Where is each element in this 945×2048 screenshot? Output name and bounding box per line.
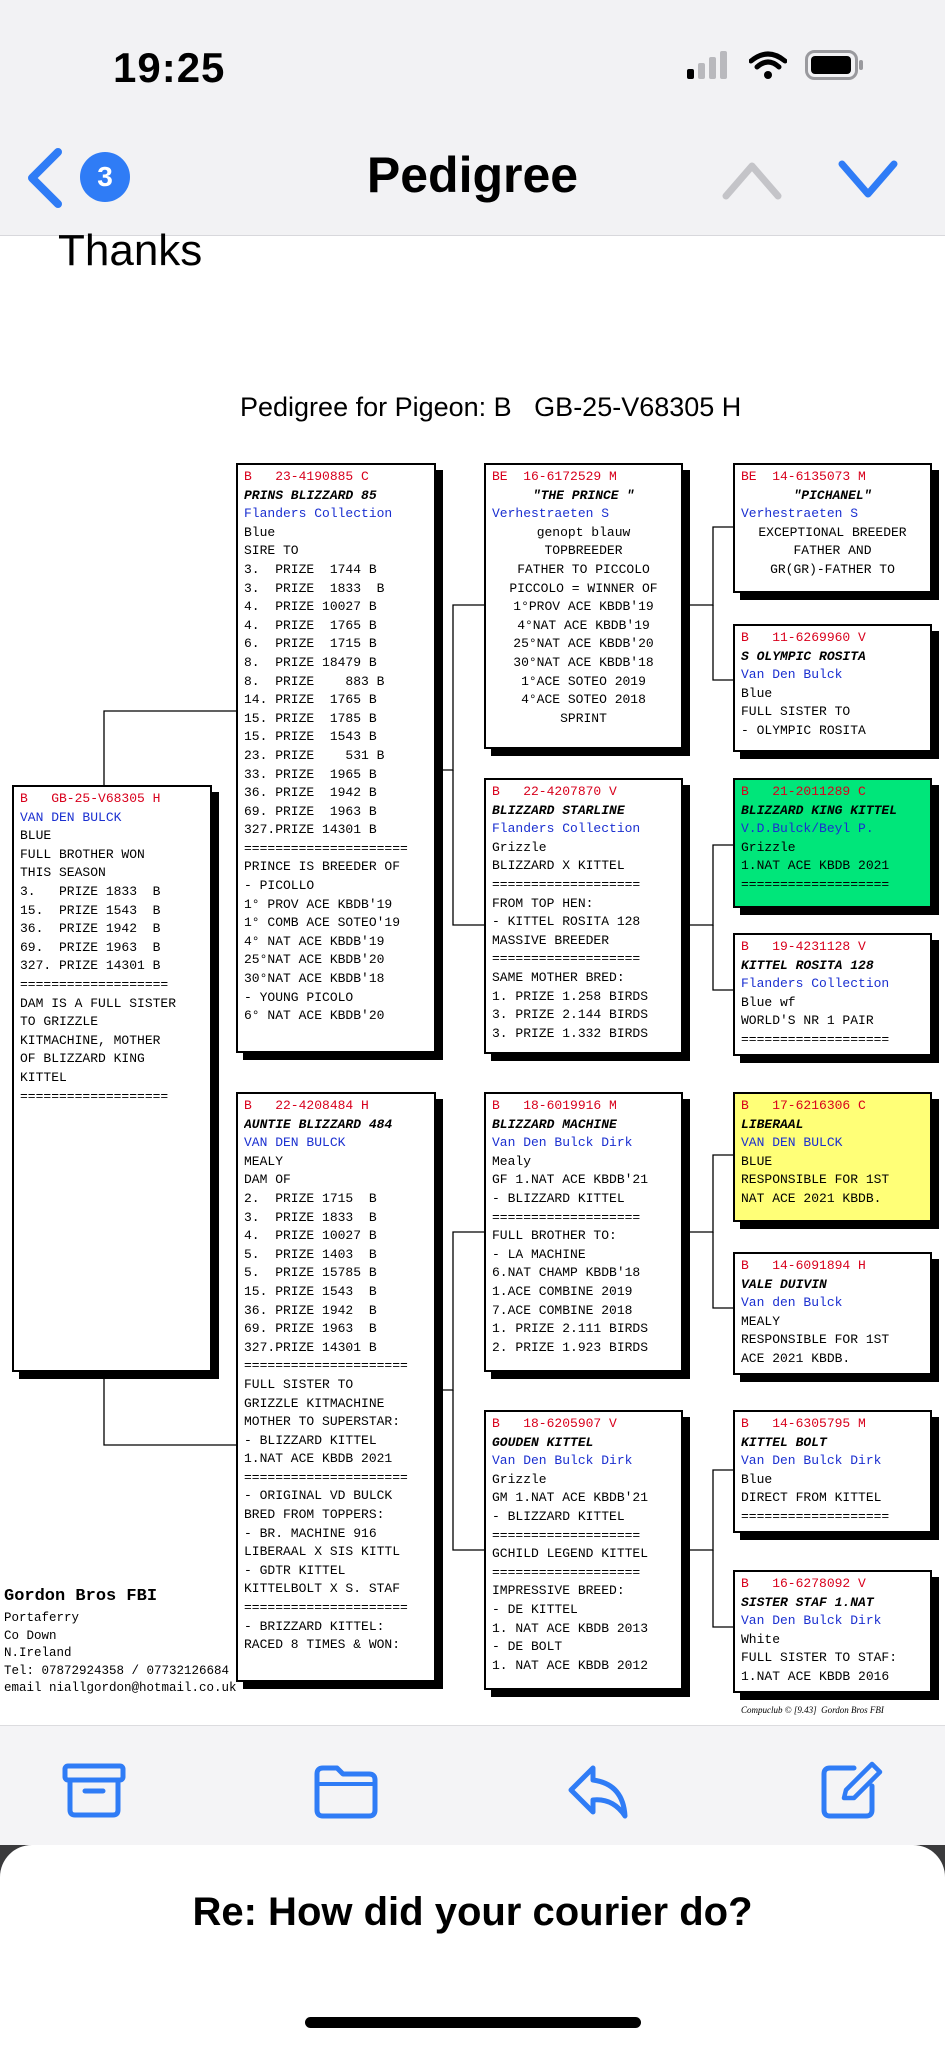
card-line: 69. PRIZE 1963 B — [20, 939, 161, 955]
card-line: GF 1.NAT ACE KBDB'21 — [492, 1172, 649, 1188]
card-line: MOTHER TO SUPERSTAR: — [244, 1414, 401, 1430]
card-line: 33. PRIZE 1965 B — [244, 766, 377, 782]
previous-message-chevron-icon[interactable] — [722, 156, 782, 202]
pedigree-card-sss[interactable] — [733, 463, 932, 593]
pedigree-card-ssd[interactable] — [733, 624, 932, 752]
card-line: 1.ACE COMBINE 2019 — [492, 1283, 633, 1299]
card-line: FULL BROTHER TO: — [492, 1228, 617, 1244]
card-line: 4. PRIZE 10027 B — [244, 1228, 377, 1244]
card-line: FATHER AND — [793, 543, 872, 559]
card-line: EXCEPTIONAL BREEDER — [758, 524, 907, 540]
card-line: - BLIZZARD KITTEL — [492, 1190, 625, 1206]
owner-name: Gordon Bros FBI — [4, 1587, 158, 1606]
card-line: FULL SISTER TO — [741, 704, 851, 720]
breeder-name: Flanders Collection — [492, 821, 641, 837]
card-line: =================== — [492, 1564, 641, 1580]
breeder-name: Verhestraeten S — [492, 506, 610, 522]
ring-number: B 18-6205907 V — [492, 1416, 617, 1431]
software-credit: Compuclub © [9.43] Gordon Bros FBI — [741, 1705, 884, 1715]
card-line: - YOUNG PICOLO — [244, 989, 354, 1005]
card-line: Blue — [244, 524, 276, 540]
card-line: 4° NAT ACE KBDB'19 — [244, 933, 385, 949]
card-line: Grizzle — [741, 839, 796, 855]
card-line: 2. PRIZE 1715 B — [244, 1190, 377, 1206]
card-line: BLUE — [20, 828, 52, 844]
card-line: 6. PRIZE 1715 B — [244, 636, 377, 652]
card-line: FATHER TO PICCOLO — [517, 561, 650, 577]
ring-number: B 22-4208484 H — [244, 1098, 369, 1113]
card-line: BLIZZARD X KITTEL — [492, 858, 625, 874]
home-indicator[interactable] — [305, 2017, 641, 2028]
ring-number: B 18-6019916 M — [492, 1098, 617, 1113]
card-line: 6° NAT ACE KBDB'20 — [244, 1008, 385, 1024]
card-line: PICCOLO = WINNER OF — [509, 580, 658, 596]
card-line: THIS SEASON — [20, 865, 106, 881]
card-line: IMPRESSIVE BREED: — [492, 1583, 625, 1599]
wifi-icon — [749, 51, 787, 79]
card-line: 36. PRIZE 1942 B — [244, 785, 377, 801]
card-line: MASSIVE BREEDER — [492, 932, 610, 948]
bird-name: PRINS BLIZZARD 85 — [244, 487, 377, 503]
card-line: MEALY — [244, 1153, 284, 1169]
card-line: DAM OF — [244, 1172, 291, 1188]
card-line: 3. PRIZE 2.144 BIRDS — [492, 1007, 649, 1023]
card-line: - BLIZZARD KITTEL — [492, 1508, 625, 1524]
ring-number: B 14-6305795 M — [741, 1416, 866, 1431]
card-line: - PICOLLO — [244, 878, 315, 894]
archive-icon[interactable] — [61, 1760, 127, 1820]
pedigree-card-ddd[interactable] — [733, 1570, 932, 1693]
pedigree-card-sire-sire[interactable] — [484, 463, 683, 749]
breeder-name: Flanders Collection — [741, 976, 890, 992]
pedigree-title: Pedigree for Pigeon: B GB-25-V68305 H — [240, 392, 742, 422]
bird-name: VALE DUIVIN — [741, 1276, 827, 1292]
breeder-name: Van Den Bulck Dirk — [492, 1135, 633, 1151]
ring-number: BE 14-6135073 M — [741, 469, 866, 484]
next-message-chevron-icon[interactable] — [838, 156, 898, 202]
card-line: Mealy — [492, 1153, 532, 1169]
card-line: 1.NAT ACE KBDB 2021 — [244, 1451, 393, 1467]
card-line: ===================== — [244, 1469, 408, 1485]
breeder-name: Van Den Bulck Dirk — [492, 1453, 633, 1469]
card-line: LIBERAAL X SIS KITTL — [244, 1544, 401, 1560]
card-line: FROM TOP HEN: — [492, 895, 594, 911]
card-line: 1.NAT ACE KBDB 2016 — [741, 1668, 890, 1684]
card-line: 3. PRIZE 1833 B — [244, 1209, 377, 1225]
ring-number: B GB-25-V68305 H — [20, 791, 161, 806]
card-line: - LA MACHINE — [492, 1246, 586, 1262]
owner-email[interactable]: email niallgordon@hotmail.co.uk — [4, 1681, 237, 1695]
card-line: - BR. MACHINE 916 — [244, 1525, 377, 1541]
card-line: =================== — [492, 951, 641, 967]
card-line: - BRIZZARD KITTEL: — [244, 1618, 385, 1634]
card-line: NAT ACE 2021 KBDB. — [741, 1190, 882, 1206]
card-line: RACED 8 TIMES & WON: — [244, 1637, 401, 1653]
pedigree-card-dds[interactable] — [733, 1410, 932, 1533]
card-line: 15. PRIZE 1543 B — [244, 1283, 377, 1299]
card-line: ===================== — [244, 840, 408, 856]
card-line: KITMACHINE, MOTHER — [20, 1032, 161, 1048]
card-line: 2. PRIZE 1.923 BIRDS — [492, 1339, 649, 1355]
status-time: 19:25 — [113, 44, 226, 91]
card-line: 36. PRIZE 1942 B — [244, 1302, 377, 1318]
ring-number: B 14-6091894 H — [741, 1258, 866, 1273]
folder-icon[interactable] — [313, 1760, 379, 1820]
draft-subject[interactable]: Re: How did your courier do? — [192, 1890, 753, 1934]
bird-name: BLIZZARD STARLINE — [492, 802, 625, 818]
owner-line: Portaferry — [4, 1611, 80, 1625]
card-line: - BLIZZARD KITTEL — [244, 1432, 377, 1448]
card-line: TO GRIZZLE — [20, 1014, 99, 1030]
card-line: 1. NAT ACE KBDB 2013 — [492, 1620, 649, 1636]
card-line: Blue — [741, 1471, 773, 1487]
card-line: 6.NAT CHAMP KBDB'18 — [492, 1265, 641, 1281]
navigation-header — [0, 0, 945, 236]
card-line: =================== — [741, 1031, 890, 1047]
card-line: 30°NAT ACE KBDB'18 — [244, 971, 385, 987]
breeder-name: VAN DEN BULCK — [20, 809, 122, 825]
breeder-name: V.D.Bulck/Beyl P. — [741, 821, 874, 837]
card-line: 1° COMB ACE SOTEO'19 — [244, 915, 401, 931]
card-line: GCHILD LEGEND KITTEL — [492, 1546, 649, 1562]
card-line: 327. PRIZE 14301 B — [20, 958, 161, 974]
breeder-name: Van Den Bulck — [741, 667, 843, 683]
bird-name: KITTEL ROSITA 128 — [741, 957, 874, 973]
card-line: TOPBREEDER — [544, 543, 623, 559]
card-line: 1. PRIZE 1.258 BIRDS — [492, 988, 649, 1004]
card-line: ACE 2021 KBDB. — [741, 1350, 851, 1366]
card-line: 15. PRIZE 1543 B — [244, 729, 377, 745]
card-line: =================== — [492, 1527, 641, 1543]
card-line: 1°PROV ACE KBDB'19 — [513, 599, 654, 615]
card-line: - OLYMPIC ROSITA — [741, 722, 866, 738]
email-greeting: Thanks — [58, 226, 203, 275]
breeder-name: Verhestraeten S — [741, 506, 859, 522]
owner-line: Co Down — [4, 1628, 57, 1643]
bird-name: KITTEL BOLT — [741, 1434, 827, 1450]
bird-name: LIBERAAL — [741, 1116, 804, 1132]
ring-number: B 16-6278092 V — [741, 1576, 866, 1591]
pedigree-card-dss[interactable] — [733, 1092, 932, 1222]
ring-number: B 19-4231128 V — [741, 939, 866, 954]
draft-card[interactable] — [0, 1845, 945, 2048]
card-line: 3. PRIZE 1833 B — [20, 883, 161, 899]
card-line: =================== — [741, 1508, 890, 1524]
pedigree-card-sds[interactable] — [733, 778, 932, 908]
card-line: RESPONSIBLE FOR 1ST — [741, 1332, 890, 1348]
card-line: KITTEL — [20, 1069, 67, 1085]
breeder-name: Van Den Bulck Dirk — [741, 1613, 882, 1629]
card-line: FULL SISTER TO — [244, 1376, 354, 1392]
card-line: 5. PRIZE 1403 B — [244, 1246, 377, 1262]
card-line: PRINCE IS BREEDER OF — [244, 859, 401, 875]
card-line: 1°ACE SOTEO 2019 — [521, 673, 646, 689]
card-line: ===================== — [244, 1600, 408, 1616]
cellular-signal-icon — [687, 51, 731, 79]
card-line: Grizzle — [492, 839, 547, 855]
card-line: GR(GR)-FATHER TO — [770, 561, 895, 577]
card-line: OF BLIZZARD KING — [20, 1051, 145, 1067]
card-line: - ORIGINAL VD BULCK — [244, 1488, 393, 1504]
breeder-name: VAN DEN BULCK — [244, 1135, 346, 1151]
ring-number: B 17-6216306 C — [741, 1098, 866, 1113]
card-line: ===================== — [244, 1358, 408, 1374]
card-line: 3. PRIZE 1.332 BIRDS — [492, 1025, 649, 1041]
breeder-name: VAN DEN BULCK — [741, 1135, 843, 1151]
card-line: 4°NAT ACE KBDB'19 — [517, 617, 650, 633]
card-line: SIRE TO — [244, 543, 299, 559]
ring-number: B 11-6269960 V — [741, 630, 866, 645]
card-line: 4. PRIZE 1765 B — [244, 617, 377, 633]
compose-icon[interactable] — [818, 1760, 884, 1820]
bird-name: BLIZZARD KING KITTEL — [741, 802, 898, 818]
card-line: 15. PRIZE 1785 B — [244, 710, 377, 726]
card-line: 30°NAT ACE KBDB'18 — [513, 654, 654, 670]
card-line: 25°NAT ACE KBDB'20 — [244, 952, 385, 968]
card-line: Blue — [741, 685, 773, 701]
ring-number: B 22-4207870 V — [492, 784, 617, 799]
card-line: 327.PRIZE 14301 B — [244, 822, 377, 838]
card-line: 69. PRIZE 1963 B — [244, 803, 377, 819]
ring-number: BE 16-6172529 M — [492, 469, 617, 484]
pedigree-card-dsd[interactable] — [733, 1252, 932, 1375]
pedigree-card-dam[interactable] — [236, 1092, 436, 1682]
card-line: 4°ACE SOTEO 2018 — [521, 692, 646, 708]
card-line: MEALY — [741, 1313, 781, 1329]
reply-icon[interactable] — [565, 1760, 631, 1820]
bird-name: "PICHANEL" — [793, 487, 872, 503]
card-line: Blue wf — [741, 994, 796, 1010]
card-line: 4. PRIZE 10027 B — [244, 599, 377, 615]
draft-sheet[interactable] — [0, 1845, 945, 2048]
card-line: BLUE — [741, 1153, 773, 1169]
breeder-name: Van Den Bulck Dirk — [741, 1453, 882, 1469]
ring-number: B 23-4190885 C — [244, 469, 369, 484]
bird-name: AUNTIE BLIZZARD 484 — [244, 1116, 393, 1132]
card-line: DAM IS A FULL SISTER — [20, 995, 177, 1011]
card-line: 8. PRIZE 883 B — [244, 673, 385, 689]
card-line: WORLD'S NR 1 PAIR — [741, 1013, 874, 1029]
card-line: =================== — [20, 1088, 169, 1104]
card-line: - KITTEL ROSITA 128 — [492, 914, 641, 930]
bird-name: GOUDEN KITTEL — [492, 1434, 594, 1450]
card-line: 15. PRIZE 1543 B — [20, 902, 161, 918]
card-line: 1. NAT ACE KBDB 2012 — [492, 1657, 649, 1673]
card-line: 5. PRIZE 15785 B — [244, 1265, 377, 1281]
card-line: 1.NAT ACE KBDB 2021 — [741, 858, 890, 874]
card-line: 8. PRIZE 18479 B — [244, 654, 377, 670]
card-line: SAME MOTHER BRED: — [492, 969, 625, 985]
owner-phone: Tel: 07872924358 / 07732126684 — [4, 1663, 230, 1678]
card-line: 3. PRIZE 1833 B — [244, 580, 385, 596]
card-line: 1. PRIZE 2.111 BIRDS — [492, 1321, 649, 1337]
card-line: =================== — [20, 976, 169, 992]
card-line: genopt blauw — [536, 524, 631, 540]
breeder-name: Van den Bulck — [741, 1295, 843, 1311]
page-title: Pedigree — [366, 147, 579, 203]
card-line: 14. PRIZE 1765 B — [244, 692, 377, 708]
card-line: GM 1.NAT ACE KBDB'21 — [492, 1490, 649, 1506]
card-line: 1° PROV ACE KBDB'19 — [244, 896, 393, 912]
bird-name: SISTER STAF 1.NAT — [741, 1594, 874, 1610]
card-line: 327.PRIZE 14301 B — [244, 1339, 377, 1355]
card-line: 23. PRIZE 531 B — [244, 747, 385, 763]
battery-icon — [805, 50, 865, 80]
card-line: RESPONSIBLE FOR 1ST — [741, 1172, 890, 1188]
pedigree-card-sdd[interactable] — [733, 933, 932, 1056]
card-line: =================== — [492, 1209, 641, 1225]
pedigree-card-subject[interactable] — [12, 785, 212, 1372]
card-line: 69. PRIZE 1963 B — [244, 1321, 377, 1337]
card-line: KITTELBOLT X S. STAF — [244, 1581, 401, 1597]
card-line: =================== — [492, 876, 641, 892]
card-line: 36. PRIZE 1942 B — [20, 921, 161, 937]
mail-toolbar — [0, 1725, 945, 1845]
card-line: 3. PRIZE 1744 B — [244, 561, 377, 577]
bird-name: S OLYMPIC ROSITA — [741, 648, 866, 664]
pedigree-card-dam-sire[interactable] — [484, 1092, 683, 1372]
card-line: 7.ACE COMBINE 2018 — [492, 1302, 633, 1318]
status-icons — [687, 50, 865, 80]
bird-name: "THE PRINCE " — [532, 487, 635, 503]
owner-line: N.Ireland — [4, 1646, 72, 1660]
card-line: White — [741, 1631, 781, 1647]
ring-number: B 21-2011289 C — [741, 784, 866, 799]
card-line: BRED FROM TOPPERS: — [244, 1507, 385, 1523]
pedigree-card-sire-dam[interactable] — [484, 778, 683, 1054]
card-line: - GDTR KITTEL — [244, 1562, 346, 1578]
pedigree-card-sire[interactable] — [236, 463, 436, 1053]
card-line: SPRINT — [560, 710, 607, 726]
owner-info — [4, 1584, 237, 1698]
breeder-name: Flanders Collection — [244, 506, 393, 522]
bird-name: BLIZZARD MACHINE — [492, 1116, 617, 1132]
card-line: - DE KITTEL — [492, 1601, 578, 1617]
card-line: =================== — [741, 876, 890, 892]
card-line: DIRECT FROM KITTEL — [741, 1490, 882, 1506]
card-line: FULL SISTER TO STAF: — [741, 1650, 898, 1666]
pedigree-card-dam-dam[interactable] — [484, 1410, 683, 1690]
back-count-badge[interactable]: 3 — [80, 152, 130, 202]
card-line: - DE BOLT — [492, 1639, 563, 1655]
card-line: Grizzle — [492, 1471, 547, 1487]
card-line: GRIZZLE KITMACHINE — [244, 1395, 385, 1411]
card-line: FULL BROTHER WON — [20, 846, 145, 862]
card-line: 25°NAT ACE KBDB'20 — [513, 636, 654, 652]
